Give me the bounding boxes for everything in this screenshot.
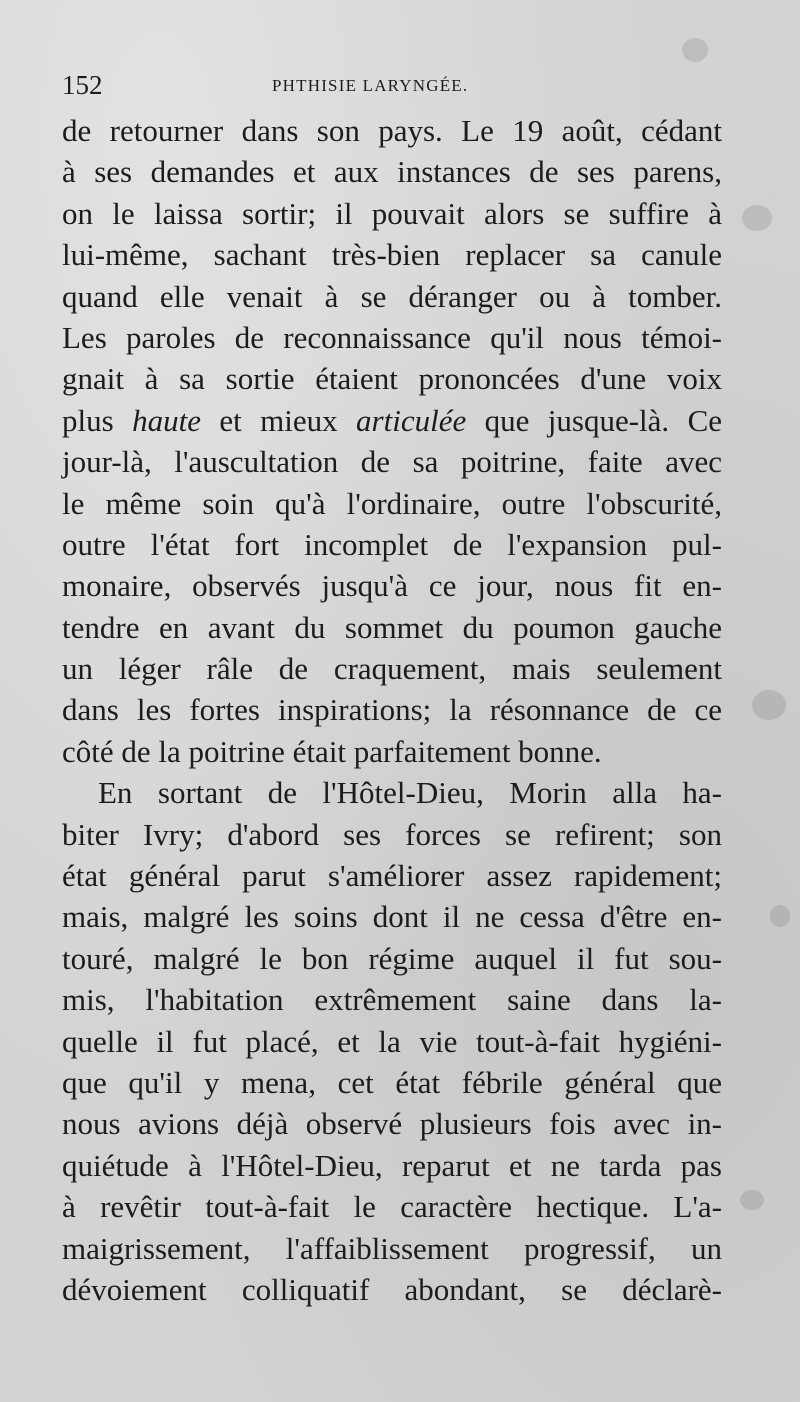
text-line: biter Ivry; d'abord ses forces se refirent; son — [62, 816, 722, 852]
text-line: mis, l'habitation extrêmement saine dans la- — [62, 982, 722, 1018]
text-line: on le laissa sortir; il pouvait alors se suffire à — [62, 195, 722, 231]
text-line: jour-là, l'auscultation de sa poitrine, faite avec — [62, 444, 722, 480]
text-line: En sortant de l'Hôtel-Dieu, Morin alla ha- — [98, 775, 722, 811]
text-line: que qu'il y mena, cet état fébrile général que — [62, 1064, 722, 1100]
text-line: à ses demandes et aux instances de ses parens, — [62, 154, 722, 190]
text-segment: et mieux — [200, 402, 357, 438]
text-line: nous avions déjà observé plusieurs fois avec in- — [62, 1106, 722, 1142]
text-segment: gnait à sa sortie étaient prononcées d'une voix — [62, 361, 722, 397]
running-title: PHTHISIE LARYNGÉE. — [272, 76, 469, 95]
italic-word: articulée — [356, 402, 467, 438]
text-line: touré, malgré le bon régime auquel il fut sou- — [62, 940, 722, 976]
paper-stain — [740, 1190, 764, 1210]
text-line: quand elle venait à se déranger ou à tomber. — [62, 278, 722, 314]
paper-stain — [752, 690, 786, 720]
text-line — [62, 358, 722, 399]
page-header — [62, 70, 722, 100]
paragraph — [62, 110, 722, 772]
page-number: 152 — [62, 70, 103, 100]
text-line: quelle il fut placé, et la vie tout-à-fait hygiéni- — [62, 1023, 722, 1059]
text-segment: plus — [62, 402, 133, 438]
paper-stain — [682, 38, 708, 62]
text-line: à revêtir tout-à-fait le caractère hectique. L'a- — [62, 1189, 722, 1225]
paper-stain — [770, 905, 790, 927]
text-line: quiétude à l'Hôtel-Dieu, reparut et ne tarda pas — [62, 1147, 722, 1183]
text-segment: que jusque-là. Ce — [466, 402, 723, 438]
paragraph — [62, 772, 722, 1310]
text-line: dévoiement colliquatif abondant, se déclarè- — [62, 1271, 722, 1307]
text-line: côté de la poitrine était parfaitement bonne. — [62, 733, 602, 769]
italic-word: haute — [132, 402, 201, 438]
paper-stain — [742, 205, 772, 231]
text-line: monaire, observés jusqu'à ce jour, nous fit en- — [62, 568, 722, 604]
text-line: outre l'état fort incomplet de l'expansion pul- — [62, 526, 722, 562]
text-line: un léger râle de craquement, mais seulement — [62, 651, 722, 687]
text-line: Les paroles de reconnaissance qu'il nous témoi- — [62, 319, 722, 355]
text-line: maigrissement, l'affaiblissement progressif, un — [62, 1230, 722, 1266]
text-line: de retourner dans son pays. Le 19 août, cédant — [62, 113, 722, 148]
text-line: dans les fortes inspirations; la résonnance de ce — [62, 692, 722, 728]
text-line: état général parut s'améliorer assez rapidement; — [62, 858, 722, 894]
text-line: le même soin qu'à l'ordinaire, outre l'obscurité, — [62, 485, 722, 521]
text-line: tendre en avant du sommet du poumon gauche — [62, 609, 722, 645]
body-text — [62, 110, 722, 1310]
text-line: lui-même, sachant très-bien replacer sa canule — [62, 237, 722, 273]
text-line — [62, 400, 722, 441]
text-line: mais, malgré les soins dont il ne cessa d'être en- — [62, 899, 722, 935]
